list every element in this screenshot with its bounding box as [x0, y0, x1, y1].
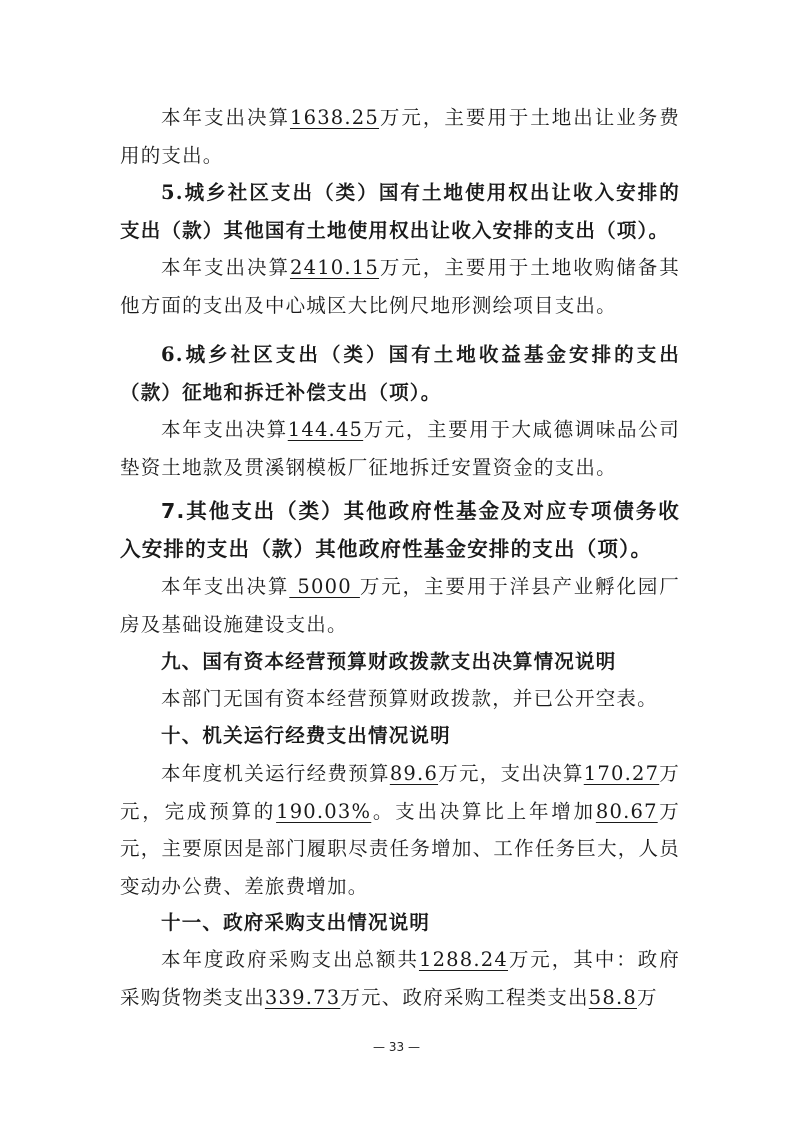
page-number: — 33 —	[373, 1040, 420, 1054]
amount: 1288.24	[418, 948, 509, 971]
paragraph-procurement: 本年度政府采购支出总额共1288.24万元，其中：政府采购货物类支出339.73万元、政府采购工程类支出58.8万	[120, 948, 680, 1009]
section-heading-10: 十、机关运行经费支出情况说明	[161, 724, 451, 747]
section-heading-9: 九、国有资本经营预算财政拨款支出决算情况说明	[161, 650, 617, 673]
amount: 5000	[289, 575, 360, 598]
amount: 80.67	[595, 799, 658, 823]
paragraph-expenditure-2: 本年支出决算2410.15万元，主要用于土地收购储备其他方面的支出及中心城区大比例尺地形测绘项目支出。	[120, 256, 680, 317]
section-heading-5: 5.城乡社区支出（类）国有土地使用权出让收入安排的支出（款）其他国有土地使用权出让收入安排的支出（项）。	[120, 181, 680, 242]
paragraph-operating-expenses: 本年度机关运行经费预算89.6万元，支出决算170.27万元，完成预算的190.03%。支出决算比上年增加80.67万元，主要原因是部门履职尽责任务增加、工作任务巨大，人员变动办公费、差旅费增加。	[120, 762, 681, 898]
paragraph-state-capital: 本部门无国有资本经营预算财政拨款，并已公开空表。	[161, 687, 658, 710]
amount: 144.45	[287, 418, 364, 441]
amount: 89.6	[389, 762, 439, 785]
section-heading-11: 十一、政府采购支出情况说明	[161, 911, 431, 934]
amount: 2410.15	[289, 256, 380, 279]
paragraph-expenditure-4: 本年支出决算 5000 万元，主要用于洋县产业孵化园厂房及基础设施建设支出。	[120, 575, 680, 636]
percentage: 190.03%	[276, 799, 372, 823]
paragraph-expenditure-3: 本年支出决算144.45万元，主要用于大咸德调味品公司垫资土地款及贯溪钢模板厂征地拆迁安置资金的支出。	[120, 418, 680, 479]
section-heading-7: 7.其他支出（类）其他政府性基金及对应专项债务收入安排的支出（款）其他政府性基金安排的支出（项）。	[120, 499, 680, 561]
amount: 170.27	[583, 762, 660, 785]
amount: 58.8	[588, 985, 637, 1009]
amount: 1638.25	[289, 106, 380, 129]
amount: 339.73	[264, 985, 341, 1009]
section-heading-6: 6.城乡社区支出（类）国有土地收益基金安排的支出（款）征地和拆迁补偿支出（项）。	[120, 343, 680, 404]
paragraph-expenditure-1: 本年支出决算1638.25万元，主要用于土地出让业务费用的支出。	[120, 106, 680, 167]
